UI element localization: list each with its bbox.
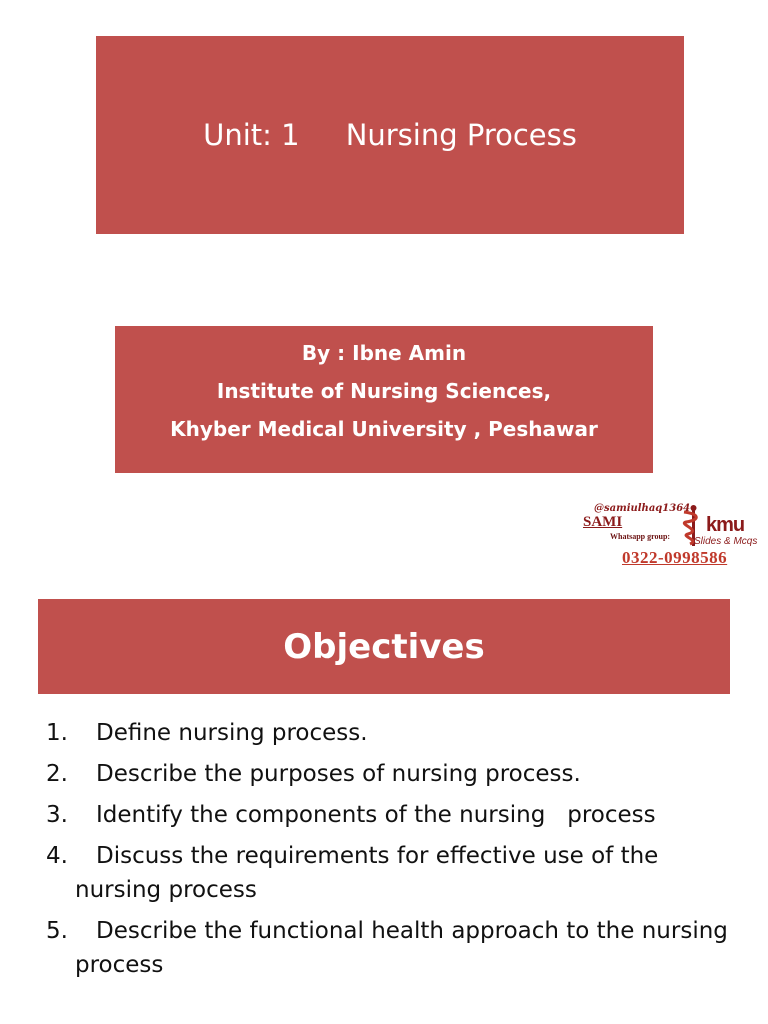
objectives-heading: Objectives — [283, 626, 485, 667]
list-item-text: Identify the components of the nursing process — [96, 802, 656, 828]
watermark-phone: 0322-0998586 — [622, 548, 728, 567]
title-banner — [96, 36, 684, 234]
list-item-text: Describe the purposes of nursing process. — [96, 761, 581, 787]
list-item-number: 5. — [46, 918, 68, 944]
list-item-number: 4. — [46, 843, 68, 869]
list-item — [0, 839, 768, 907]
objectives-list — [0, 716, 768, 989]
watermark-stamp — [580, 500, 766, 572]
list-item-number: 3. — [46, 802, 68, 828]
watermark-name: SAMI — [583, 514, 623, 530]
list-item — [0, 757, 768, 791]
list-item — [0, 914, 768, 982]
watermark-tagline: Slides & Mcqs — [694, 536, 758, 547]
author-university: Khyber Medical University , Peshawar — [170, 417, 598, 441]
list-item-number: 2. — [46, 761, 68, 787]
watermark-handle: @samiulhaq1364 — [594, 503, 691, 514]
list-item-number: 1. — [46, 720, 68, 746]
author-banner — [115, 326, 653, 473]
author-institute: Institute of Nursing Sciences, — [216, 379, 552, 403]
list-item-text: Discuss the requirements for effective use of the nursing process — [75, 843, 666, 903]
watermark-brand: kmu — [706, 514, 745, 536]
list-item-text: Describe the functional health approach to the nursing process — [75, 918, 736, 978]
author-name: By : Ibne Amin — [301, 341, 467, 365]
list-item-text: Define nursing process. — [96, 720, 368, 746]
list-item — [0, 716, 768, 750]
list-item — [0, 798, 768, 832]
objectives-banner — [38, 599, 730, 694]
watermark-group: Whatsapp group: — [610, 532, 671, 541]
slide-title: Unit: 1 Nursing Process — [203, 118, 577, 152]
